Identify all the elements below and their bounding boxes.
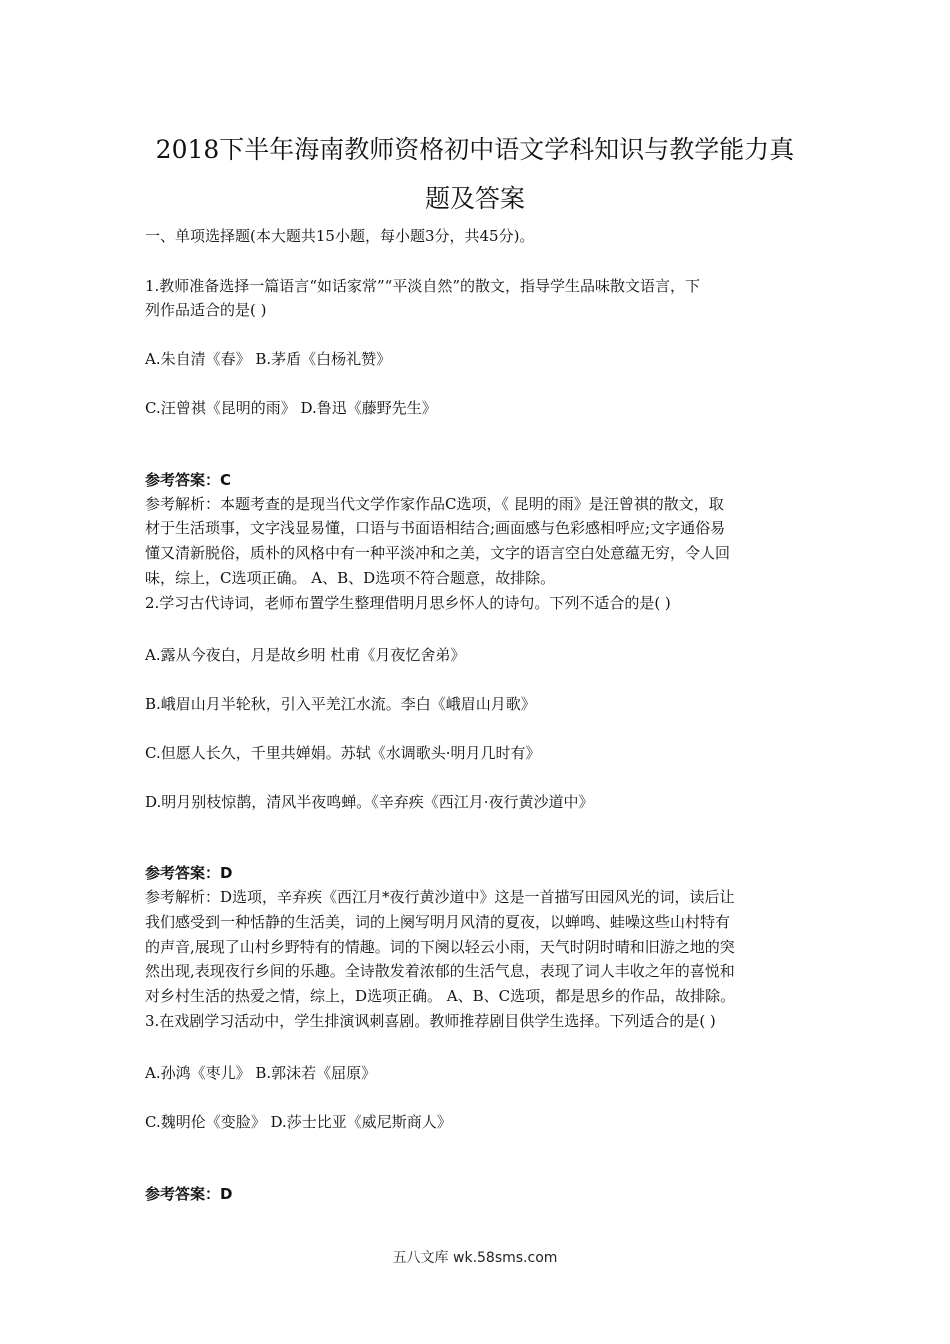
section-heading: 一、单项选择题(本大题共15小题，每小题3分，共45分)。 (145, 227, 535, 245)
q1-stem-line-2: 列作品适合的是( ) (145, 301, 267, 319)
q2-stem: 2.学习古代诗词，老师布置学生整理借明月思乡怀人的诗句。下列不适合的是( ) (145, 594, 671, 612)
q1-explanation-line-2: 材于生活琐事，文字浅显易懂，口语与书面语相结合;画面感与色彩感相呼应;文字通俗易 (145, 519, 726, 537)
q2-option-c: C.但愿人长久，千里共婵娟。苏轼《水调歌头·明月几时有》 (145, 744, 541, 762)
q3-answer: 参考答案：D (145, 1185, 233, 1203)
q1-answer: 参考答案：C (145, 471, 232, 489)
q3-options-cd: C.魏明伦《变脸》 D.莎士比亚《威尼斯商人》 (145, 1113, 452, 1131)
q2-answer: 参考答案：D (145, 864, 233, 882)
footer-watermark: 五八文库 wk.58sms.com (392, 1250, 558, 1266)
q1-options-cd: C.汪曾祺《昆明的雨》 D.鲁迅《藤野先生》 (145, 399, 437, 417)
q2-explanation-line-2: 我们感受到一种恬静的生活美，词的上阕写明月风清的夏夜，以蝉鸣、蛙噪这些山村特有 (145, 913, 731, 931)
q1-explanation-line-4: 味，综上，C选项正确。 A、B、D选项不符合题意，故排除。 (145, 569, 556, 587)
q2-explanation-line-1: 参考解析：D选项，辛弃疾《西江月*夜行黄沙道中》这是一首描写田园风光的词，读后让 (145, 888, 735, 906)
q2-explanation-line-4: 然出现,表现夜行乡间的乐趣。全诗散发着浓郁的生活气息，表现了词人丰收之年的喜悦和 (145, 962, 735, 980)
q1-explanation-line-1: 参考解析：本题考查的是现当代文学作家作品C选项，《 昆明的雨》是汪曾祺的散文，取 (145, 495, 724, 513)
q1-options-ab: A.朱自清《春》 B.茅盾《白杨礼赞》 (145, 350, 392, 368)
title-line-2: 题及答案 (424, 184, 525, 213)
q2-option-b: B.峨眉山月半轮秋，引入平羌江水流。李白《峨眉山月歌》 (145, 695, 536, 713)
q2-explanation-line-3: 的声音,展现了山村乡野特有的情趣。词的下阕以轻云小雨，天气时阴时晴和旧游之地的突 (145, 938, 735, 956)
q1-stem-line-1: 1.教师准备选择一篇语言“如话家常”“平淡自然”的散文，指导学生品味散文语言，下 (145, 277, 700, 295)
q2-option-d: D.明月别枝惊鹊，清风半夜鸣蝉。《辛弃疾《西江月·夜行黄沙道中》 (145, 793, 594, 811)
q3-stem: 3.在戏剧学习活动中，学生排演讽刺喜剧。教师推荐剧目供学生选择。下列适合的是( ) (145, 1012, 716, 1030)
q3-options-ab: A.孙鸿《枣儿》 B.郭沫若《屈原》 (145, 1064, 377, 1082)
q1-explanation-line-3: 懂又清新脱俗，质朴的风格中有一种平淡冲和之美，文字的语言空白处意蕴无穷，令人回 (145, 544, 731, 562)
title-line-1: 2018下半年海南教师资格初中语文学科知识与教学能力真 (155, 135, 795, 164)
q2-explanation-line-5: 对乡村生活的热爱之情，综上，D选项正确。 A、B、C选项，都是思乡的作品，故排除。 (145, 987, 736, 1005)
q2-option-a: A.露从今夜白，月是故乡明 杜甫《月夜忆舍弟》 (145, 646, 466, 664)
